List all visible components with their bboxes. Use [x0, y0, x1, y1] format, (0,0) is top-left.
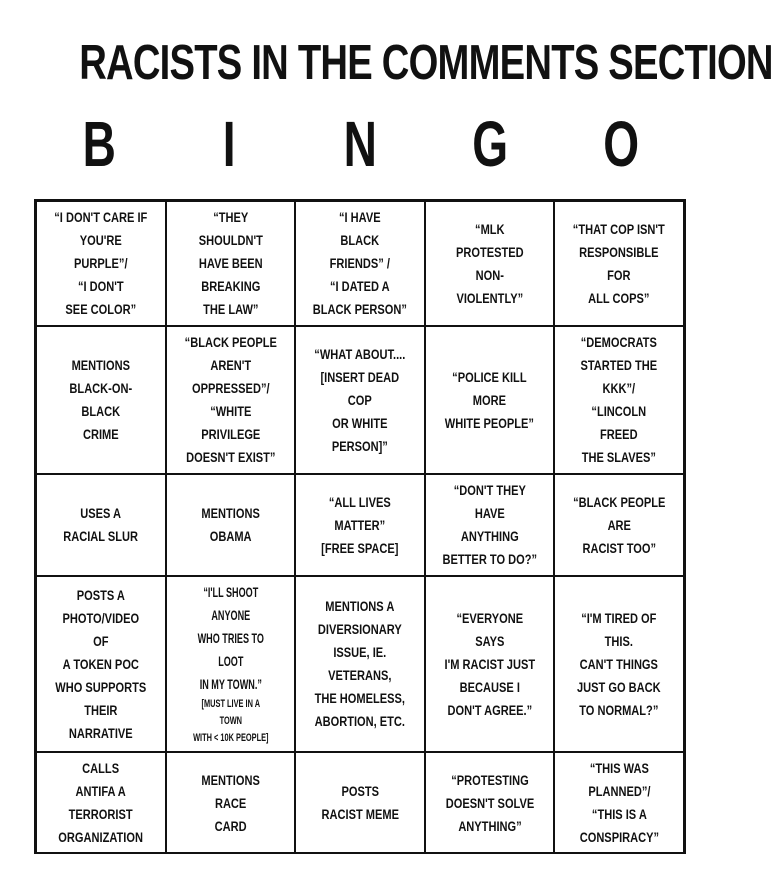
bingo-cell [36, 474, 166, 576]
bingo-letter-b: B [82, 108, 116, 180]
bingo-cell-text: “THIS WAS PLANNED”/ “THIS IS A CONSPIRACY” [579, 761, 659, 845]
bingo-cell [295, 201, 425, 326]
bingo-cell-text: POSTS A PHOTO/VIDEO OF A TOKEN POC WHO SUPPORTS THEIR NARRATIVE [55, 587, 147, 741]
bingo-cell-text: “THAT COP ISN'T RESPONSIBLE FOR ALL COPS” [573, 221, 666, 306]
bingo-cell-text: MENTIONS OBAMA [201, 506, 260, 544]
bingo-cell-text: POSTS RACIST MEME [321, 784, 399, 822]
bingo-cell [166, 201, 296, 326]
bingo-cell [425, 752, 555, 854]
bingo-grid [34, 199, 686, 854]
bingo-cell-text: “I DON'T CARE IF YOU'RE PURPLE”/ “I DON'T SEE COLOR” [54, 210, 148, 317]
bingo-cell [36, 752, 166, 854]
bingo-cell [425, 326, 555, 474]
bingo-cell [554, 752, 684, 854]
bingo-cell-text: MENTIONS BLACK-ON-BLACK CRIME [69, 358, 133, 442]
bingo-cell-wrap [183, 581, 278, 747]
bingo-cell-text: “I'LL SHOOT ANYONE WHO TRIES TO LOOT IN MY TOWN.” [197, 585, 264, 692]
bingo-cell [36, 201, 166, 326]
bingo-cell [166, 474, 296, 576]
bingo-cell [554, 474, 684, 576]
bingo-cell [166, 576, 296, 752]
bingo-cell-text: “PROTESTING DOESN'T SOLVE ANYTHING” [445, 772, 534, 834]
bingo-cell-text: “WHAT ABOUT.... [INSERT DEAD COP OR WHITE PERSON]” [314, 346, 406, 454]
bingo-cell [554, 201, 684, 326]
bingo-cell-text: “I HAVE BLACK FRIENDS” / “I DATED A BLACK PERSON” [312, 210, 408, 317]
bingo-cell-text: USES A RACIAL SLUR [63, 506, 139, 544]
bingo-cell-text: “BLACK PEOPLE ARE RACIST TOO” [573, 494, 666, 556]
bingo-cell [36, 576, 166, 752]
free-space-cell [295, 474, 425, 576]
bingo-cell [425, 201, 555, 326]
bingo-cell [36, 326, 166, 474]
bingo-cell [166, 326, 296, 474]
bingo-cell-note: [MUST LIVE IN A TOWN WITH < 10K PEOPLE] [192, 698, 269, 744]
bingo-cell-text: “MLK PROTESTED NON-VIOLENTLY” [455, 221, 524, 306]
bingo-cell [425, 576, 555, 752]
page-title: RACISTS IN THE COMMENTS SECTION [79, 36, 773, 90]
bingo-cell [295, 576, 425, 752]
bingo-letter-i: I [223, 108, 237, 180]
bingo-cell-text: “BLACK PEOPLE AREN'T OPPRESSED”/ “WHITE PRIVILEGE DOESN'T EXIST” [184, 335, 277, 465]
bingo-cell-text: MENTIONS RACE CARD [201, 772, 260, 834]
bingo-letter-g: G [472, 108, 509, 180]
bingo-cell-text: “EVERYONE SAYS I'M RACIST JUST BECAUSE I DON'T AGREE.” [444, 610, 535, 718]
bingo-cell [554, 576, 684, 752]
bingo-cell-text: “DEMOCRATS STARTED THE KKK”/ “LINCOLN FREED THE SLAVES” [580, 335, 658, 465]
bingo-cell-text: “I'M TIRED OF THIS. CAN'T THINGS JUST GO BACK TO NORMAL?” [577, 610, 662, 718]
bingo-cell [166, 752, 296, 854]
bingo-cell-text: “DON'T THEY HAVE ANYTHING BETTER TO DO?” [442, 483, 537, 567]
bingo-cell-text: “THEY SHOULDN'T HAVE BEEN BREAKING THE LAW” [198, 210, 263, 317]
bingo-letter-n: N [343, 108, 377, 180]
bingo-cell-text: CALLS ANTIFA A TERRORIST ORGANIZATION [58, 761, 144, 845]
bingo-header [34, 104, 686, 184]
bingo-cell [295, 326, 425, 474]
bingo-cell [425, 474, 555, 576]
bingo-letter-o: O [602, 108, 639, 180]
bingo-cell [295, 752, 425, 854]
bingo-cell-text: “ALL LIVES MATTER” [FREE SPACE] [321, 494, 399, 556]
bingo-cell-text: “POLICE KILL MORE WHITE PEOPLE” [444, 369, 535, 431]
bingo-cell [554, 326, 684, 474]
bingo-cell-text: MENTIONS A DIVERSIONARY ISSUE, IE. VETERANS, THE HOMELESS, ABORTION, ETC. [314, 599, 406, 729]
